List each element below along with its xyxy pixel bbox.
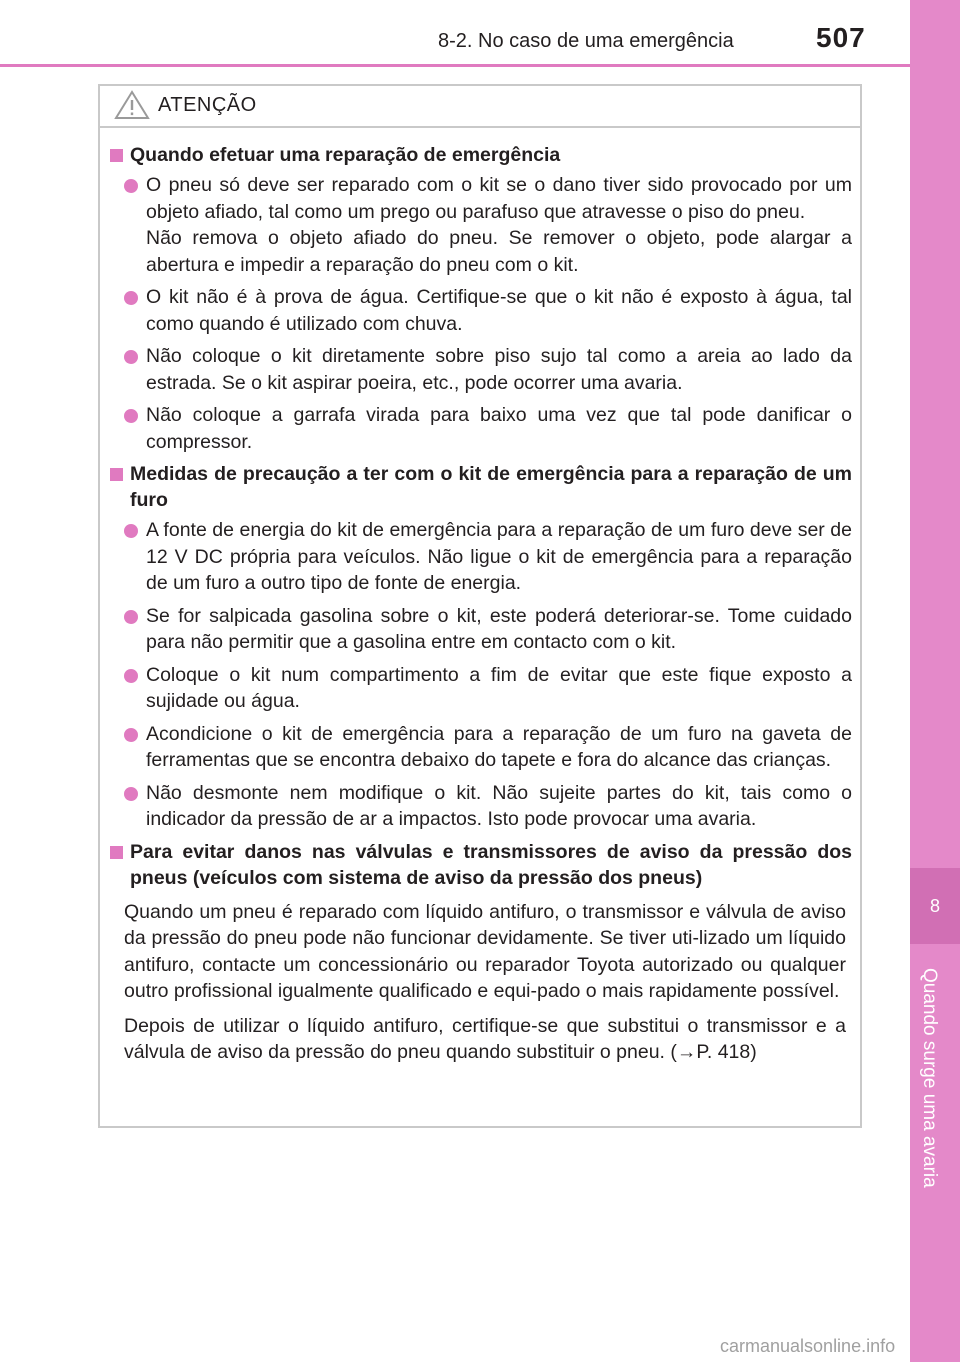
- warning-triangle-icon: [114, 90, 150, 120]
- bullet-item: [100, 172, 860, 278]
- bullet-text: O pneu só deve ser reparado com o kit se o dano tiver sido provocado por um objeto afiado, tal como um prego ou parafuso que atravesse o piso do pneu.: [146, 174, 852, 223]
- page-number: 507: [816, 22, 866, 53]
- bullet-text: Não remova o objeto afiado do pneu. Se remover o objeto, pode alargar a abertura e impedir a reparação do pneu com o kit.: [146, 227, 852, 276]
- warning-header: [100, 86, 860, 128]
- header-section-title: 8-2. No caso de uma emergência: [438, 30, 734, 52]
- warning-content: [100, 136, 860, 1074]
- header-rule: [0, 64, 910, 67]
- section-heading: Medidas de precaução a ter com o kit de emergência para a reparação de um furo: [100, 461, 860, 513]
- bullet-item: Não coloque o kit diretamente sobre piso sujo tal como a areia ao lado da estrada. Se o kit aspirar poeira, etc., pode ocorrer uma avaria.: [100, 343, 860, 396]
- warning-title: ATENÇÃO: [158, 94, 257, 116]
- bullet-item: Não desmonte nem modifique o kit. Não sujeite partes do kit, tais como o indicador da pressão de ar a impactos. Isto pode provocar uma avaria.: [100, 780, 860, 833]
- warning-box: [98, 84, 862, 1128]
- bullet-item: O kit não é à prova de água. Certifique-se que o kit não é exposto à água, tal como quando é utilizado com chuva.: [100, 284, 860, 337]
- section-heading: Para evitar danos nas válvulas e transmissores de aviso da pressão dos pneus (veículos com sistema de aviso da pressão dos pneus): [100, 839, 860, 891]
- side-tab-chapter-number: 8: [929, 896, 940, 916]
- bullet-item: Não coloque a garrafa virada para baixo uma vez que tal pode danificar o compressor.: [100, 402, 860, 455]
- bullet-item: Coloque o kit num compartimento a fim de evitar que este fique exposto a sujidade ou água.: [100, 662, 860, 715]
- bullet-item: Se for salpicada gasolina sobre o kit, este poderá deteriorar-se. Tome cuidado para não permitir que a gasolina entre em contacto com o kit.: [100, 603, 860, 656]
- watermark: carmanualsonline.info: [720, 1336, 896, 1356]
- bullet-item: A fonte de energia do kit de emergência para a reparação de um furo deve ser de 12 V DC própria para veículos. Não ligue o kit de emergência para a reparação de um furo a outro tipo de fonte de energia.: [100, 517, 860, 597]
- side-tab-chapter-label: Quando surge uma avaria: [919, 968, 940, 1188]
- bullet-item: Acondicione o kit de emergência para a reparação de um furo na gaveta de ferramentas que se encontra debaixo do tapete e fora do alcance das crianças.: [100, 721, 860, 774]
- section-heading: Quando efetuar uma reparação de emergência: [100, 142, 860, 168]
- paragraph: Depois de utilizar o líquido antifuro, certifique-se que substitui o transmissor e a válvula de aviso da pressão do pneu quando substituir o pneu. (→P. 418): [124, 1014, 846, 1063]
- paragraph: Quando um pneu é reparado com líquido antifuro, o transmissor e válvula de aviso da pressão do pneu pode não funcionar devidamente. Se tiver uti-lizado um líquido antifuro, contacte um concessionário ou reparador Toyota autorizado ou qualquer outro profissional igualmente qualificado e equi-pado o mais rapidamente possível.: [124, 900, 846, 1002]
